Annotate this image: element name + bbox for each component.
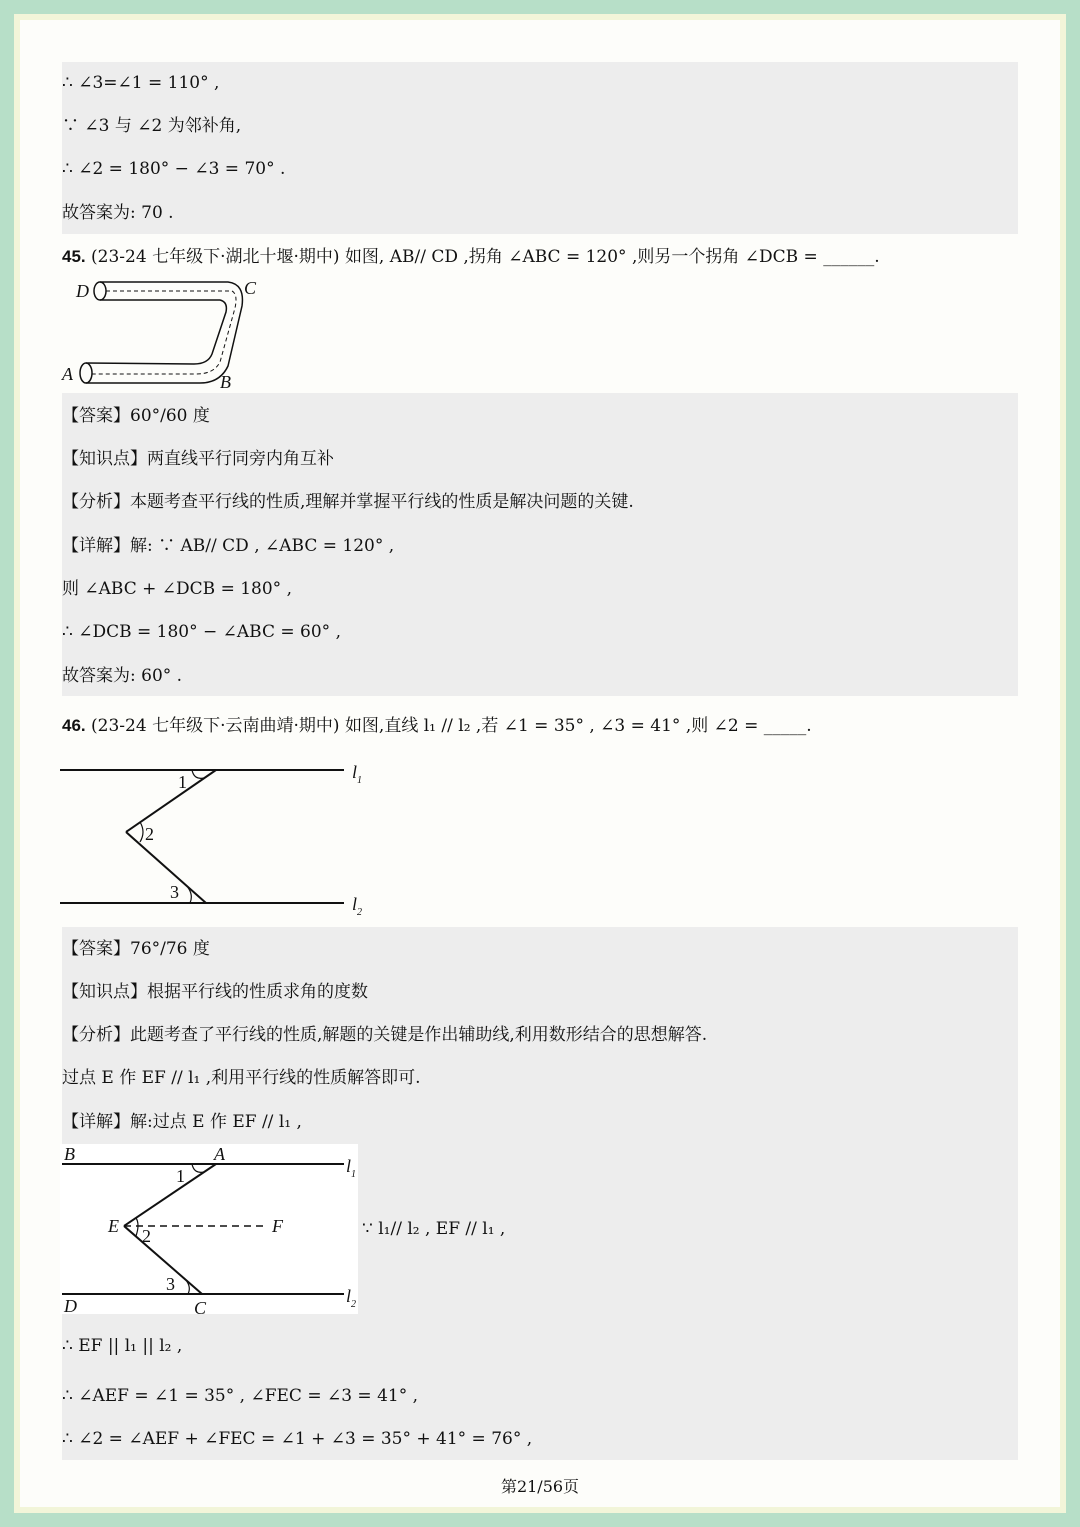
analysis: 【分析】此题考查了平行线的性质,解题的关键是作出辅助线,利用数形结合的思想解答. [62,1025,708,1045]
l2-label [352,894,362,918]
detail-line: 【详解】解:过点 E 作 EF // l₁ , [62,1112,302,1132]
l1-subscript: 1 [351,1169,357,1180]
auxiliary-line-figure [60,1144,360,1316]
detail-line: 【详解】解: ∵ AB// CD , ∠ABC = 120° , [62,536,395,556]
answer: 【答案】76°/76 度 [62,939,210,959]
question-source: (23-24 七年级下·云南曲靖·期中) [91,716,340,736]
l2-letter: l [352,894,358,914]
label-B: B [64,1144,75,1164]
question-text: 如图, AB// CD ,拐角 ∠ABC = 120° ,则另一个拐角 ∠DCB = ______. [344,247,880,267]
analysis-line: 过点 E 作 EF // l₁ ,利用平行线的性质解答即可. [62,1068,421,1088]
l1-label [352,762,362,786]
label-D: D [64,1296,77,1316]
solution-line: ∴ ∠3=∠1 = 110° , [62,73,220,93]
question-source: (23-24 七年级下·湖北十堰·期中) [91,247,340,267]
angle-2-label: 2 [142,1226,151,1246]
detail-line: ∴ ∠DCB = 180° − ∠ABC = 60° , [62,622,341,642]
question-number: 45. [62,247,86,266]
l1-subscript: 1 [357,775,363,786]
parallel-lines-figure [60,758,380,918]
label-E: E [108,1216,119,1236]
question-number: 46. [62,716,86,735]
answer: 【答案】60°/60 度 [62,406,210,426]
detail-line: ∴ ∠AEF = ∠1 = 35° , ∠FEC = ∠3 = 41° , [62,1386,419,1406]
page-number: 第21/56页 [500,1477,580,1496]
question-text: 如图,直线 l₁ // l₂ ,若 ∠1 = 35° , ∠3 = 41° ,则 ∠2 = _____. [344,716,812,736]
solution-line: 故答案为: 70 . [62,203,174,223]
label-A: A [214,1144,225,1164]
detail-line: ∴ EF || l₁ || l₂ , [62,1336,183,1356]
l1-letter: l [346,1156,352,1176]
question-45 [62,246,880,268]
l2-subscript: 2 [357,907,363,918]
question-46 [62,715,812,737]
angle-1-label: 1 [176,1166,185,1186]
side-note: ∵ l₁// l₂ , EF // l₁ , [362,1219,506,1239]
label-F: F [272,1216,283,1236]
label-C: C [244,278,257,298]
l1-letter: l [352,762,358,782]
angle-2-label: 2 [145,824,154,844]
detail-line: 故答案为: 60° . [62,666,183,686]
angle-3-label: 3 [170,882,179,902]
analysis: 【分析】本题考查平行线的性质,理解并掌握平行线的性质是解决问题的关键. [62,492,634,512]
label-A: A [62,364,73,384]
l2-subscript: 2 [351,1299,357,1310]
knowledge-point: 【知识点】根据平行线的性质求角的度数 [62,982,368,1002]
solution-line: ∵ ∠3 与 ∠2 为邻补角, [62,116,242,136]
angle-3-label: 3 [166,1274,175,1294]
solution-line: ∴ ∠2 = 180° − ∠3 = 70° . [62,159,286,179]
detail-line: 则 ∠ABC + ∠DCB = 180° , [62,579,292,599]
label-D: D [76,281,89,301]
pipe-figure [60,278,270,393]
label-B: B [220,372,231,392]
label-C: C [194,1298,207,1318]
knowledge-point: 【知识点】两直线平行同旁内角互补 [62,449,334,469]
detail-line: ∴ ∠2 = ∠AEF + ∠FEC = ∠1 + ∠3 = 35° + 41° = 76° , [62,1429,533,1449]
l2-letter: l [346,1286,352,1306]
angle-1-label: 1 [178,772,187,792]
